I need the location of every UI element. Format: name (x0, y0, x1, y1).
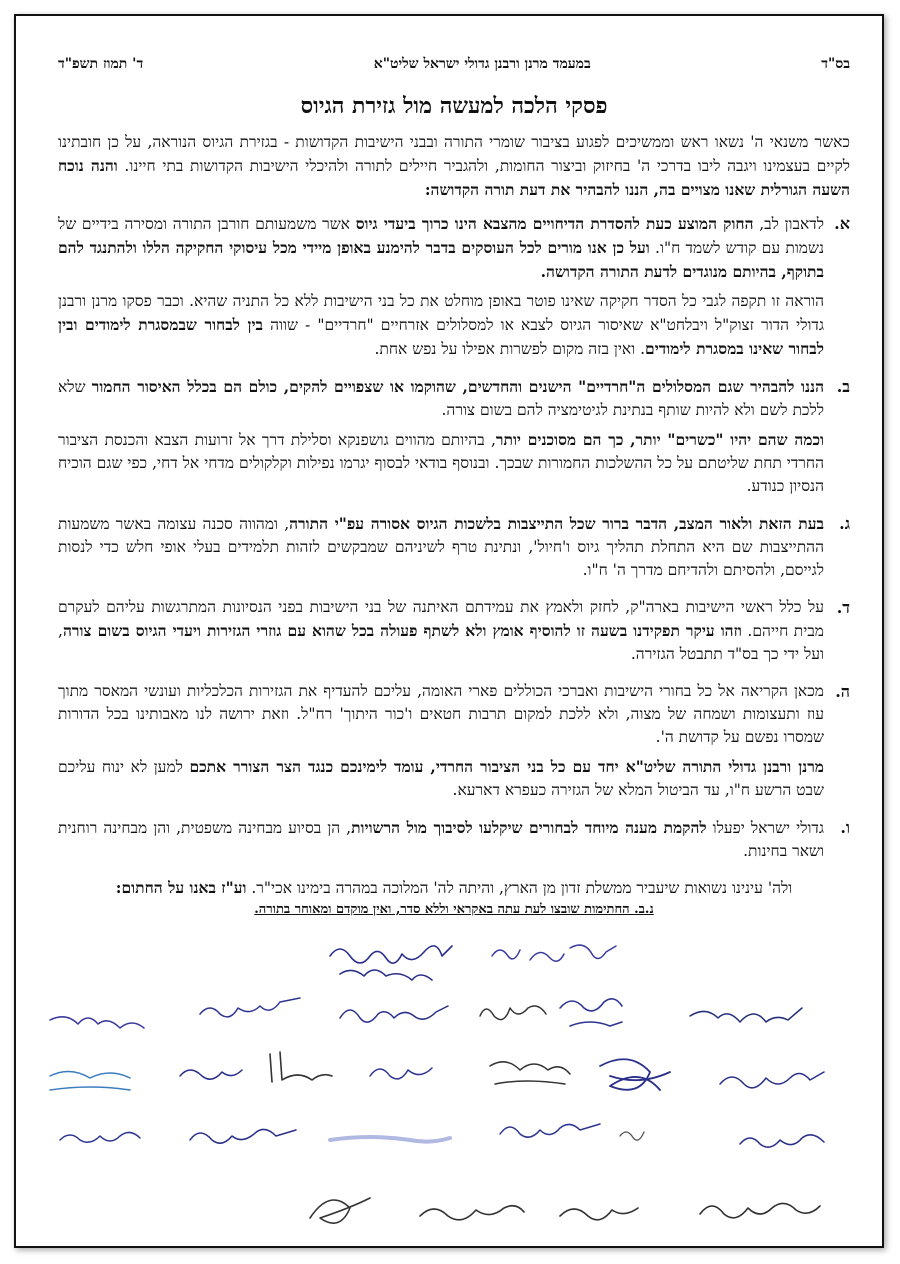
closing-line: ולה' עינינו נשואות שיעביר ממשלת זדון מן הארץ, והיתה לה' המלוכה במהרה בימינו אכי"ר. וע"ז באנו על החתום: (115, 878, 793, 897)
signatures-image (40, 926, 880, 1256)
signature (740, 1135, 824, 1147)
document-frame (14, 14, 884, 1248)
signature-note: נ.ב. החתימות שובצו לעת עתה באקראי וללא סדר, ואין מוקדם ומאוחר בתורה. (254, 902, 654, 917)
section-body: מכאן הקריאה אל כל בחורי הישיבות ואברכי הכוללים פארי האומה, עליכם להעדיף את הגזירות הכלכליות ועונשי המאסר מתוך עוז ותעצומות ושמחה של מצוה, ולא ללכת למקום תרבות חטאים ו'כור היתוך' רח"ל. וזאת ירושה לנו מאבותינו בכל הדורות שמסרו נפשם על קדושת ה'. מרנן ורבנן גדולי התורה שליט"א יחד עם כל בני הציבור החרדי, עומד לימינכם כנגד הצר הצורר אתכם למען לא ינוח עליכם שבט הרשע ח"ו, עד הביטול המלא של הגזירה כעפרא דארעא. (58, 682, 824, 799)
signature (700, 1203, 820, 1217)
signature (560, 999, 622, 1026)
section-letter: א. (834, 214, 850, 233)
signature (370, 1068, 432, 1079)
signature (620, 1132, 644, 1140)
signature (330, 946, 452, 980)
signature (480, 1006, 546, 1020)
section-body: על כלל ראשי הישיבות בארה"ק, לחזק ולאמץ את עמידתם האיתנה של בני הישיבות בפני הנסיונות המתרגשות עליהם לעקרם מבית חייהם. וזהו עיקר תפקידנו בשעה זו להוסיף אומץ ולא לשתף פעולה בכל שהוא עם גוזרי הגזירות ויעדי הגיוס בשום צורה, ועל ידי כך בס"ד תתבטל הגזירה. (58, 598, 824, 663)
signatures-area (40, 926, 880, 1256)
signature (270, 1052, 332, 1082)
signature (330, 1137, 450, 1142)
intro-paragraph: כאשר משנאי ה' נשאו ראש וממשיכים לפגוע בציבור שומרי התורה ובבני הישיבות הקדושות - בגזירת הגיוס הנוראה, על כן חובתינו לקיים בעצמינו ויגבה ליבו בדרכי ה' בחיזוק וביצור החומות, ולהגביר חיילים לתורה ולהיכלי הישיבות הקדושות בתי חיינו. והנה נוכח השעה הגורלית שאנו מצויים בה, הננו להבהיר את דעת תורה הקדושה: (58, 133, 850, 199)
section-e (58, 680, 850, 802)
header-date: ד' תמוז תשפ"ד (58, 56, 144, 72)
signature (190, 1129, 296, 1143)
signature (560, 1208, 638, 1220)
section-b (58, 375, 850, 498)
document-page (58, 56, 850, 917)
signature (340, 1006, 448, 1022)
signature (50, 1071, 130, 1090)
signature (50, 1017, 144, 1028)
header-presence-line: במעמד מרנן ורבנן גדולי ישראל שליט"א (373, 56, 591, 72)
section-letter: ה. (835, 682, 850, 701)
section-letter: ד. (836, 598, 850, 617)
section-body: בעת הזאת ולאור המצב, הדבר ברור שכל התייצבות בלשכות הגיוס אסורה עפ"י התורה, ומהווה סכנה עצומה באשר משמעות ההתייצבות שם היא התחלת תהליך גיוס ו'חיול', ונתינת טרף לשיניהם שמבקשים לזהות תלמידים בעלי אופי חלש כדי לנסות לגייסם, ולהסיתם ולהדיחם מדרך ה' ח"ו. (58, 514, 824, 579)
signature (200, 998, 300, 1017)
section-f (58, 816, 850, 863)
section-a (58, 212, 850, 361)
signature (720, 1072, 824, 1088)
signature (60, 1132, 140, 1142)
section-d (58, 596, 850, 666)
section-c (58, 512, 850, 582)
section-body: גדולי ישראל יפעלו להקמת מענה מיוחד לבחורים שיקלעו לסיבוך מול הרשויות, הן בסיוע מבחינה משפטית, והן מבחינה רוחנית ושאר בחינות. (58, 818, 824, 860)
section-body: הננו להבהיר שגם המסלולים ה"חרדיים" הישנים והחדשים, שהוקמו או שצפויים להקים, כולם הם בכלל האיסור החמור שלא ללכת לשם ולא להיות שותף בנתינת לגיטימציה להם בשום צורה. וכמה שהם יהיו "כשרים" יותר, כך הם מסוכנים יותר, בהיותם מהווים גושפנקא וסלילת דרך אל זרועות הצבא והכנסת הציבור החרדי תחת שליטתם על כל ההשלכות החמורות שבכך. ובנוסף בודאי לבסוף יגרמו נפילות וקלקולים מדחי אל דחי, כפי שגם הוכיח הנסיון כנודע. (58, 377, 825, 495)
section-letter: ג. (839, 514, 850, 533)
signature (500, 1124, 600, 1137)
signature (492, 945, 616, 961)
section-letter: ב. (836, 377, 850, 396)
section-letter: ו. (840, 818, 850, 837)
document-header (58, 56, 850, 73)
signature (490, 1062, 570, 1084)
header-bsd: בס"ד (821, 56, 850, 72)
document-title: פסקי הלכה למעשה מול גזירת הגיוס (300, 93, 608, 119)
signature (600, 1059, 670, 1090)
section-body: לדאבון לב, החוק המוצע כעת להסדרת הדיחויים מהצבא הינו כרוך ביעדי גיוס אשר משמעותם חורבן התורה ומסירה בידיים של נשמות עם קודש לשמד ח"ו. ועל כן אנו מורים לכל העוסקים בדבר להימנע באופן מיידי מכל עיסוקי החקיקה הללו ולהתנגד להם בתוקף, בהיותם מנוגדים לדעת התורה הקדושה. הוראה זו תקפה לגבי כל הסדר חקיקה שאינו פוטר באופן מוחלט את כל בני הישיבות ללא כל התניה שהיא. וכבר פסקו מרנן ורבנן גדולי הדור זצוק"ל ויבלחט"א שאיסור הגיוס לצבא או למסלולים אזרחיים "חרדיים" - שווה בין לבחור שבמסגרת לימודים ובין לבחור שאינו במסגרת לימודים. ואין בזה מקום לפשרות אפילו על נפש אחת. (58, 214, 824, 358)
signature (180, 1070, 242, 1079)
signature (690, 1008, 802, 1022)
signature (420, 1206, 524, 1220)
intro-bold: והנה נוכח השעה הגורלית שאנו מצויים בה, הננו להבהיר את דעת תורה הקדושה: (58, 156, 850, 199)
signature (310, 1198, 370, 1223)
